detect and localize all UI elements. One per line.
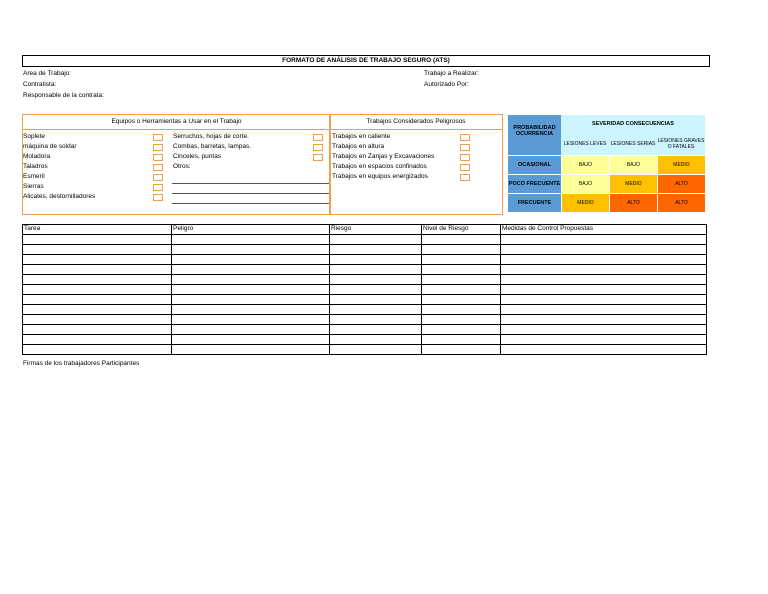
peligroso-checkbox[interactable] (460, 144, 470, 151)
contratista-label: Contratista: (23, 81, 57, 88)
table-cell[interactable] (172, 315, 330, 325)
column-header: Peligro (172, 225, 330, 235)
table-cell[interactable] (330, 315, 422, 325)
risk-cell: BAJO (609, 155, 657, 174)
risk-cell: MEDIO (561, 193, 609, 212)
table-cell[interactable] (422, 325, 501, 335)
equipo-checkbox[interactable] (313, 144, 323, 151)
table-cell[interactable] (23, 275, 172, 285)
table-cell[interactable] (172, 325, 330, 335)
table-cell[interactable] (23, 305, 172, 315)
table-cell[interactable] (330, 325, 422, 335)
table-cell[interactable] (23, 345, 172, 355)
equipos-header: Equipos o Herramientas a Usar en el Trabajo (23, 115, 330, 130)
equipo-checkbox[interactable] (153, 174, 163, 181)
equipo-item: Moladora (23, 153, 51, 160)
risk-cell: MEDIO (609, 174, 657, 193)
table-cell[interactable] (172, 335, 330, 345)
prob-header: PROBABILIDAD OCURRENCIA (508, 115, 561, 155)
prob-row-label: OCASIONAL (508, 155, 561, 174)
table-cell[interactable] (172, 235, 330, 245)
table-cell[interactable] (330, 245, 422, 255)
peligroso-checkbox[interactable] (460, 134, 470, 141)
equipo-item: Esmeril (23, 173, 45, 180)
table-cell[interactable] (23, 245, 172, 255)
equipo-checkbox[interactable] (313, 134, 323, 141)
otros-line-1 (172, 183, 329, 184)
table-row (23, 285, 707, 295)
equipo-item: Taladros (23, 163, 48, 170)
peligroso-item: Trabajos en altura (332, 143, 385, 150)
table-cell[interactable] (330, 295, 422, 305)
otros-line-3 (172, 203, 329, 204)
table-cell[interactable] (172, 255, 330, 265)
table-cell[interactable] (422, 315, 501, 325)
table-cell[interactable] (23, 255, 172, 265)
table-cell[interactable] (172, 265, 330, 275)
equipo-checkbox[interactable] (153, 184, 163, 191)
table-cell[interactable] (501, 275, 707, 285)
prob-row-label: POCO FRECUENTE (508, 174, 561, 193)
table-cell[interactable] (172, 275, 330, 285)
table-row (23, 295, 707, 305)
table-cell[interactable] (172, 305, 330, 315)
equipo-checkbox[interactable] (313, 154, 323, 161)
table-row (23, 265, 707, 275)
prob-row-label: FRECUENTE (508, 193, 561, 212)
equipo-item: Otros: (173, 163, 191, 170)
table-cell[interactable] (501, 295, 707, 305)
table-row (23, 255, 707, 265)
table-cell[interactable] (330, 285, 422, 295)
firmas-label: Firmas de los trabajadores Participantes (23, 360, 140, 367)
table-cell[interactable] (422, 335, 501, 345)
risk-cell: BAJO (561, 174, 609, 193)
sev-col-header: LESIONES LEVES (561, 132, 609, 155)
equipo-checkbox[interactable] (153, 134, 163, 141)
table-cell[interactable] (330, 255, 422, 265)
table-cell[interactable] (23, 335, 172, 345)
table-cell[interactable] (501, 285, 707, 295)
table-cell[interactable] (501, 345, 707, 355)
table-cell[interactable] (501, 265, 707, 275)
equipo-checkbox[interactable] (153, 194, 163, 201)
table-cell[interactable] (501, 235, 707, 245)
table-cell[interactable] (501, 245, 707, 255)
peligroso-item: Trabajos en equipos energizados (332, 173, 428, 180)
risk-cell: ALTO (609, 193, 657, 212)
table-cell[interactable] (422, 305, 501, 315)
peligroso-checkbox[interactable] (460, 174, 470, 181)
table-cell[interactable] (422, 295, 501, 305)
responsable-label: Responsable de la contrata: (23, 92, 104, 99)
table-cell[interactable] (501, 315, 707, 325)
table-cell[interactable] (501, 325, 707, 335)
table-row (23, 315, 707, 325)
column-header: Medidas de Control Propuestas (501, 225, 707, 235)
peligrosos-header: Trabajos Considerados Peligrosos (330, 115, 502, 130)
column-header: Riesgo (330, 225, 422, 235)
column-header: Tarea (23, 225, 172, 235)
table-row (23, 335, 707, 345)
table-cell[interactable] (172, 345, 330, 355)
table-row (23, 235, 707, 245)
column-header: Nivel de Riesgo (422, 225, 501, 235)
risk-cell: ALTO (657, 174, 705, 193)
table-row (23, 325, 707, 335)
table-cell[interactable] (330, 275, 422, 285)
table-row (23, 245, 707, 255)
equipo-item: Cinceles, puntas (173, 153, 222, 160)
table-cell[interactable] (501, 255, 707, 265)
risk-cell: ALTO (657, 193, 705, 212)
table-cell[interactable] (172, 295, 330, 305)
equipo-checkbox[interactable] (153, 164, 163, 171)
peligroso-checkbox[interactable] (460, 154, 470, 161)
page-title: FORMATO DE ANÁLISIS DE TRABAJO SEGURO (ATS) (22, 55, 710, 67)
peligroso-item: Trabajos en Zanjas y Excavaciones (332, 153, 435, 160)
peligroso-item: Trabajos en espacios confinados (332, 163, 427, 170)
table-cell[interactable] (330, 335, 422, 345)
table-cell[interactable] (422, 285, 501, 295)
table-row (23, 345, 707, 355)
risk-cell: BAJO (561, 155, 609, 174)
table-cell[interactable] (330, 235, 422, 245)
table-cell[interactable] (422, 345, 501, 355)
sev-col-header: LESIONES SERIAS (609, 132, 657, 155)
table-cell[interactable] (172, 245, 330, 255)
autorizado-label: Autorizado Por: (424, 81, 469, 88)
table-cell[interactable] (23, 285, 172, 295)
table-cell[interactable] (501, 335, 707, 345)
equipo-checkbox[interactable] (153, 154, 163, 161)
table-cell[interactable] (422, 275, 501, 285)
risk-cell: MEDIO (657, 155, 705, 174)
table-cell[interactable] (23, 295, 172, 305)
equipo-item: Soplete (23, 133, 46, 140)
peligroso-item: Trabajos en caliente (332, 133, 391, 140)
table-cell[interactable] (172, 285, 330, 295)
equipo-item: Sierras (23, 183, 44, 190)
equipo-item: Serruchos, hojas de corte. (173, 133, 249, 140)
table-cell[interactable] (23, 325, 172, 335)
sev-header: SEVERIDAD CONSECUENCIAS (561, 115, 705, 132)
area-label: Area de Trabajo: (23, 70, 72, 77)
ats-table (22, 224, 707, 355)
equipo-item: Combas, barretas, lampas. (173, 143, 252, 150)
otros-line-2 (172, 193, 329, 194)
trabajo-label: Trabajo a Realizar: (424, 70, 479, 77)
table-header-row (23, 225, 707, 235)
table-cell[interactable] (330, 305, 422, 315)
table-cell[interactable] (23, 235, 172, 245)
table-cell[interactable] (422, 235, 501, 245)
table-cell[interactable] (422, 255, 501, 265)
peligroso-checkbox[interactable] (460, 164, 470, 171)
sev-col-header: LESIONES GRAVES O FATALES (657, 132, 705, 155)
table-cell[interactable] (330, 345, 422, 355)
equipo-item: máquina de soldar (23, 143, 77, 150)
equipo-item: Alicates, destornilladores (23, 193, 96, 200)
table-cell[interactable] (422, 245, 501, 255)
table-row (23, 305, 707, 315)
table-cell[interactable] (422, 265, 501, 275)
equipo-checkbox[interactable] (153, 144, 163, 151)
table-cell[interactable] (23, 315, 172, 325)
table-cell[interactable] (23, 265, 172, 275)
table-row (23, 275, 707, 285)
table-cell[interactable] (501, 305, 707, 315)
table-cell[interactable] (330, 265, 422, 275)
